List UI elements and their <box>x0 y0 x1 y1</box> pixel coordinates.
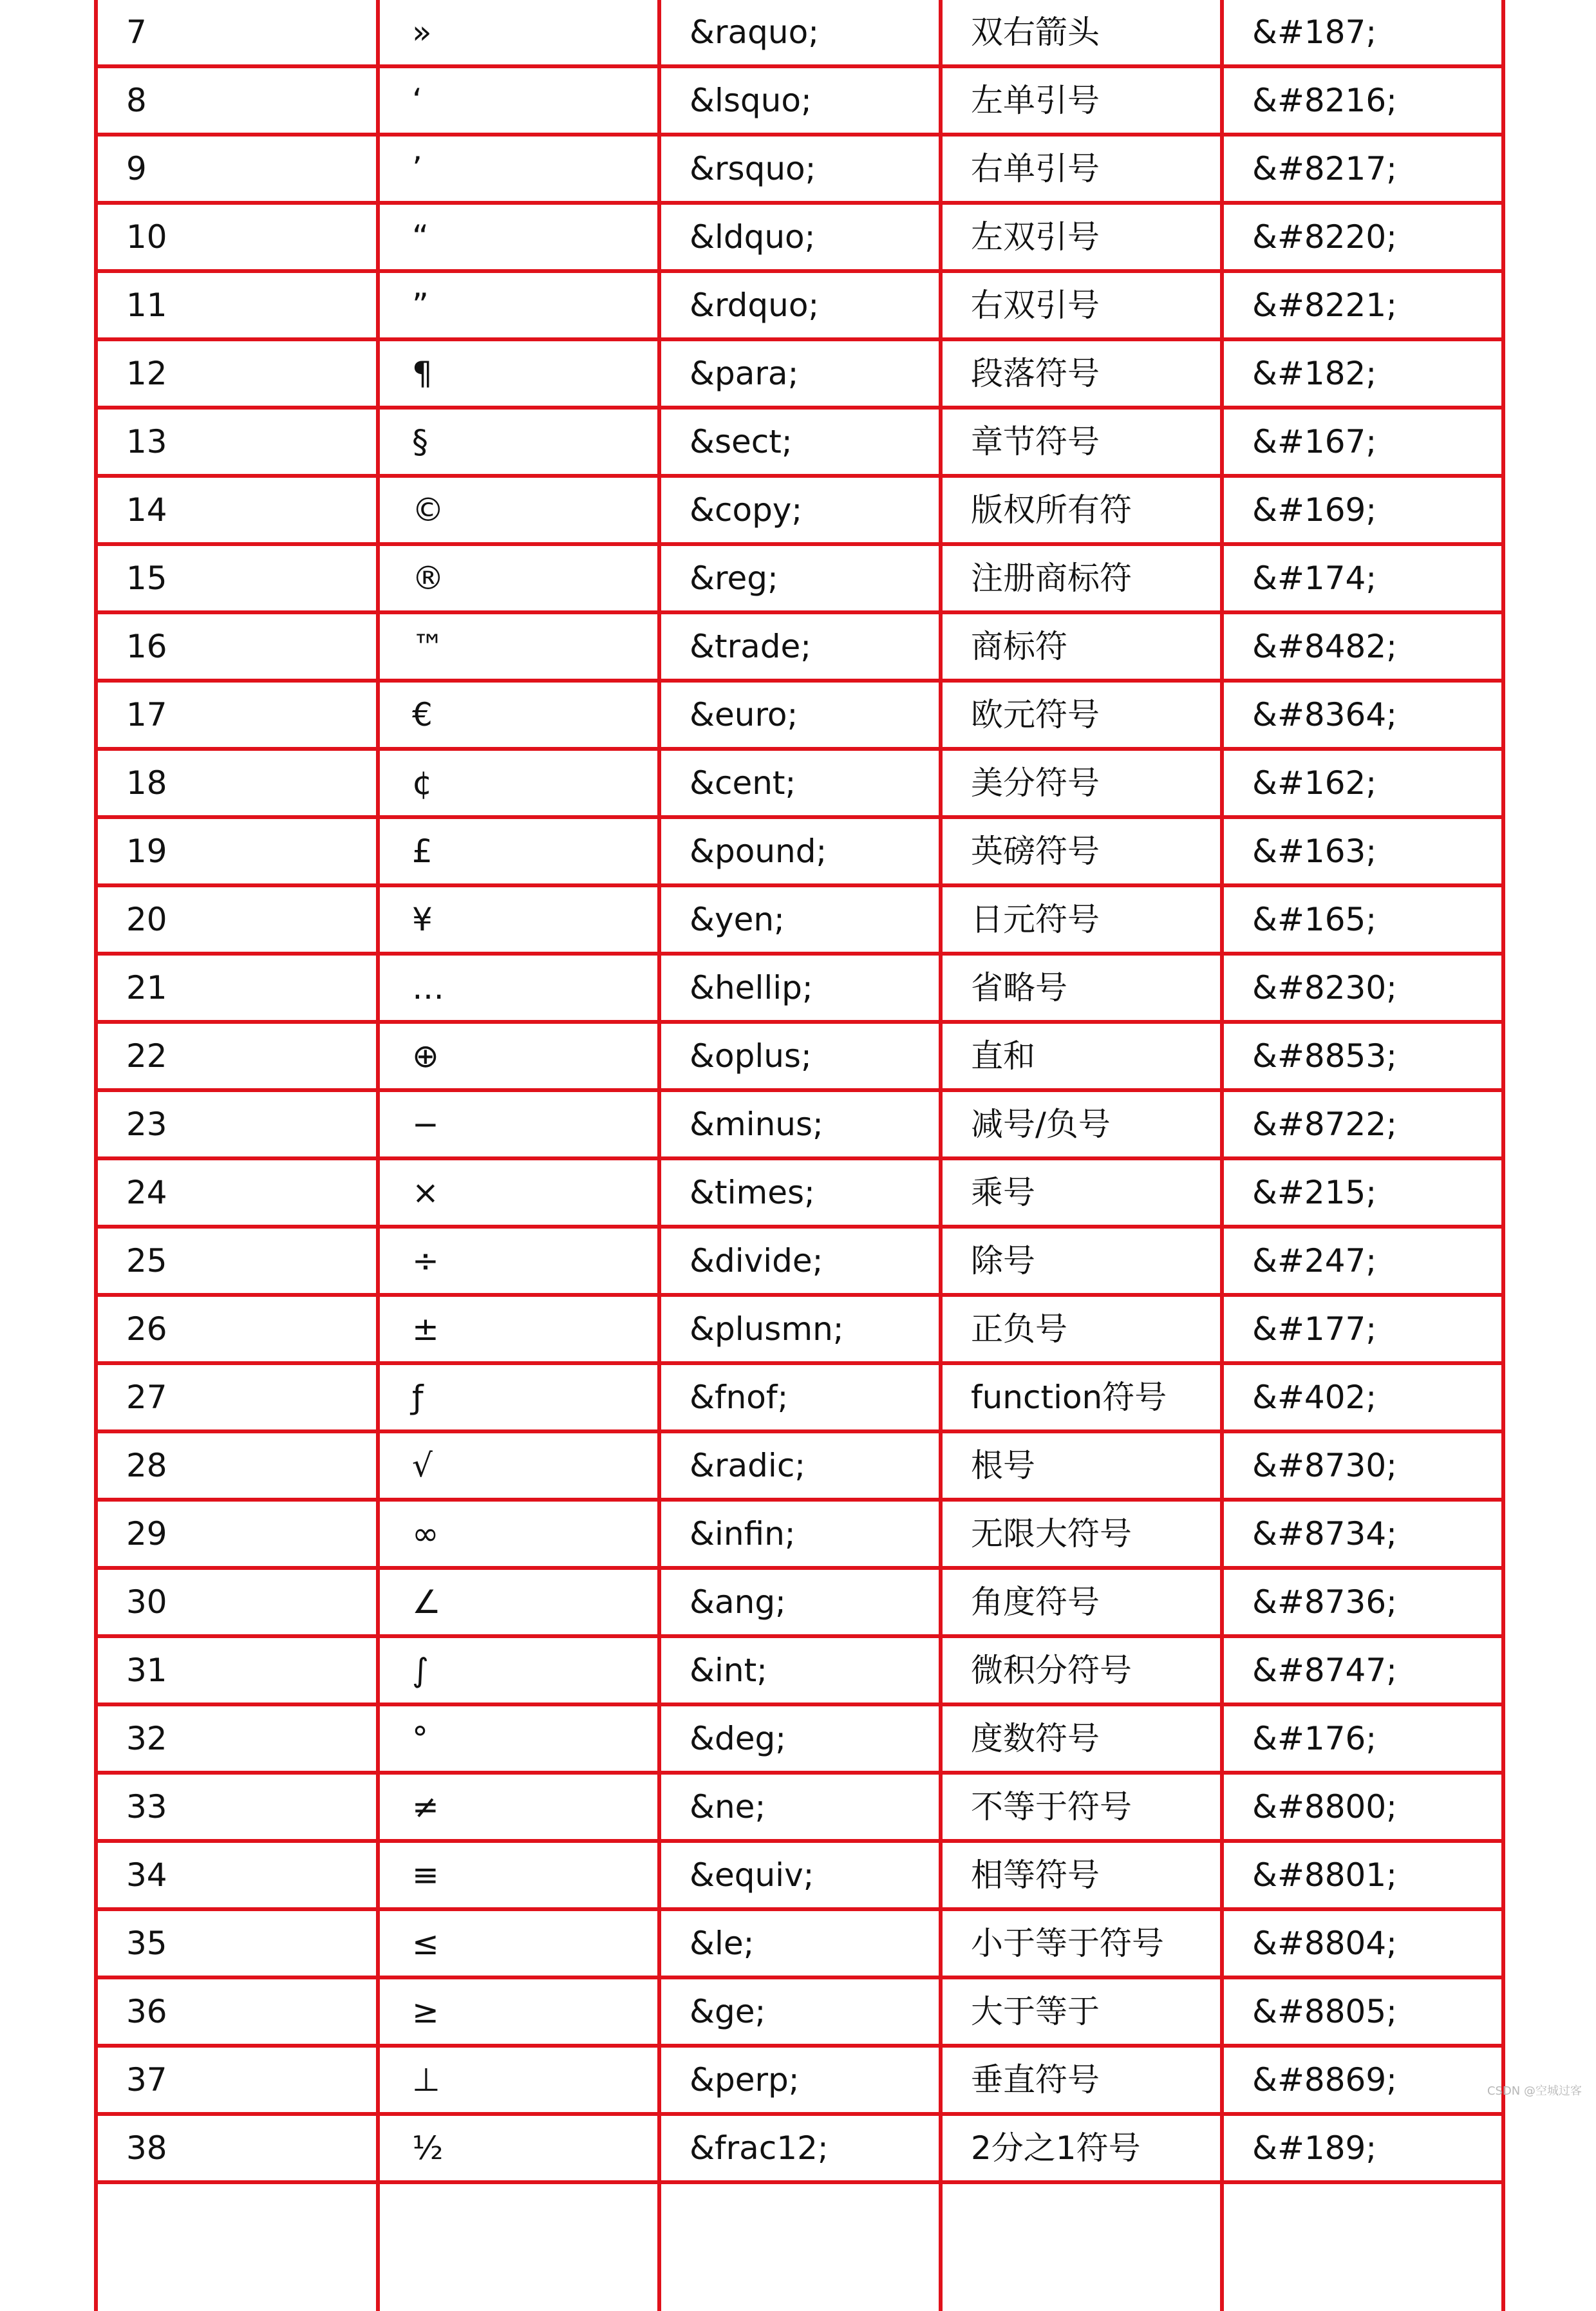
entity-name-cell: &reg; <box>659 544 941 612</box>
empty-table-row <box>96 2182 1503 2311</box>
entity-name-cell: &cent; <box>659 749 941 817</box>
description-cell: 除号 <box>941 1227 1222 1295</box>
entity-name-cell: &divide; <box>659 1227 941 1295</box>
table-row <box>96 749 1503 817</box>
entity-name-cell: &ge; <box>659 1977 941 2046</box>
description-cell: 2分之1符号 <box>941 2114 1222 2182</box>
table-row <box>96 203 1503 271</box>
symbol-cell: ƒ <box>378 1363 659 1431</box>
entity-code-cell: &#8869; <box>1222 2046 1503 2114</box>
entity-name-cell: &rdquo; <box>659 271 941 339</box>
symbol-cell: ∫ <box>378 1636 659 1704</box>
row-number: 18 <box>96 749 378 817</box>
entity-name-cell: &pound; <box>659 817 941 885</box>
table-row <box>96 612 1503 681</box>
symbol-cell: £ <box>378 817 659 885</box>
description-cell: 直和 <box>941 1022 1222 1090</box>
description-cell: 右单引号 <box>941 135 1222 203</box>
table-row <box>96 271 1503 339</box>
symbol-cell: ∠ <box>378 1568 659 1636</box>
symbol-cell: ½ <box>378 2114 659 2182</box>
row-number: 33 <box>96 1773 378 1841</box>
entity-name-cell: &raquo; <box>659 0 941 66</box>
table-row <box>96 2046 1503 2114</box>
entity-name-cell: &equiv; <box>659 1841 941 1909</box>
entity-code-cell: &#8736; <box>1222 1568 1503 1636</box>
entity-code-cell: &#8853; <box>1222 1022 1503 1090</box>
symbol-cell: § <box>378 408 659 476</box>
row-number: 37 <box>96 2046 378 2114</box>
row-number: 14 <box>96 476 378 544</box>
symbol-cell: ∞ <box>378 1500 659 1568</box>
empty-cell <box>1222 2182 1503 2311</box>
description-cell: 相等符号 <box>941 1841 1222 1909</box>
entity-name-cell: &fnof; <box>659 1363 941 1431</box>
entity-name-cell: &yen; <box>659 885 941 954</box>
row-number: 15 <box>96 544 378 612</box>
table-row <box>96 476 1503 544</box>
symbol-cell: ™ <box>378 612 659 681</box>
symbol-cell: ¥ <box>378 885 659 954</box>
description-cell: 不等于符号 <box>941 1773 1222 1841</box>
description-cell: 章节符号 <box>941 408 1222 476</box>
symbol-cell: √ <box>378 1431 659 1500</box>
table-row <box>96 1363 1503 1431</box>
entity-code-cell: &#8482; <box>1222 612 1503 681</box>
row-number: 30 <box>96 1568 378 1636</box>
table-row <box>96 2114 1503 2182</box>
empty-cell <box>659 2182 941 2311</box>
symbol-cell: − <box>378 1090 659 1158</box>
symbol-cell: © <box>378 476 659 544</box>
symbol-cell: ⊕ <box>378 1022 659 1090</box>
description-cell: 欧元符号 <box>941 681 1222 749</box>
row-number: 17 <box>96 681 378 749</box>
entity-code-cell: &#8800; <box>1222 1773 1503 1841</box>
description-cell: 省略号 <box>941 954 1222 1022</box>
row-number: 13 <box>96 408 378 476</box>
empty-cell <box>378 2182 659 2311</box>
row-number: 20 <box>96 885 378 954</box>
row-number: 22 <box>96 1022 378 1090</box>
symbol-cell: × <box>378 1158 659 1227</box>
entity-name-cell: &oplus; <box>659 1022 941 1090</box>
row-number: 26 <box>96 1295 378 1363</box>
entity-code-cell: &#215; <box>1222 1158 1503 1227</box>
entity-code-cell: &#247; <box>1222 1227 1503 1295</box>
entity-name-cell: &ldquo; <box>659 203 941 271</box>
entity-code-cell: &#8801; <box>1222 1841 1503 1909</box>
entity-name-cell: &radic; <box>659 1431 941 1500</box>
table-row <box>96 1227 1503 1295</box>
entity-name-cell: &deg; <box>659 1704 941 1773</box>
table-row <box>96 0 1503 66</box>
entity-name-cell: &plusmn; <box>659 1295 941 1363</box>
symbol-cell: ± <box>378 1295 659 1363</box>
entity-code-cell: &#8230; <box>1222 954 1503 1022</box>
table-row <box>96 1158 1503 1227</box>
description-cell: 角度符号 <box>941 1568 1222 1636</box>
row-number: 23 <box>96 1090 378 1158</box>
row-number: 21 <box>96 954 378 1022</box>
row-number: 36 <box>96 1977 378 2046</box>
entity-name-cell: &hellip; <box>659 954 941 1022</box>
description-cell: 度数符号 <box>941 1704 1222 1773</box>
table-row <box>96 1022 1503 1090</box>
entity-code-cell: &#174; <box>1222 544 1503 612</box>
entity-code-cell: &#187; <box>1222 0 1503 66</box>
entity-code-cell: &#8216; <box>1222 66 1503 135</box>
entity-code-cell: &#8220; <box>1222 203 1503 271</box>
entity-name-cell: &ang; <box>659 1568 941 1636</box>
table-row <box>96 339 1503 408</box>
row-number: 9 <box>96 135 378 203</box>
empty-cell <box>941 2182 1222 2311</box>
table-row <box>96 681 1503 749</box>
entity-name-cell: &le; <box>659 1909 941 1977</box>
row-number: 11 <box>96 271 378 339</box>
entity-code-cell: &#8747; <box>1222 1636 1503 1704</box>
row-number: 7 <box>96 0 378 66</box>
table-row <box>96 1431 1503 1500</box>
description-cell: 大于等于 <box>941 1977 1222 2046</box>
description-cell: 垂直符号 <box>941 2046 1222 2114</box>
row-number: 31 <box>96 1636 378 1704</box>
entity-code-cell: &#8734; <box>1222 1500 1503 1568</box>
entity-code-cell: &#8804; <box>1222 1909 1503 1977</box>
table-body <box>96 0 1503 2311</box>
entity-name-cell: &copy; <box>659 476 941 544</box>
row-number: 12 <box>96 339 378 408</box>
symbol-cell: ÷ <box>378 1227 659 1295</box>
entity-code-cell: &#8221; <box>1222 271 1503 339</box>
table-row <box>96 1704 1503 1773</box>
entity-name-cell: &para; <box>659 339 941 408</box>
table-row <box>96 408 1503 476</box>
entity-name-cell: &times; <box>659 1158 941 1227</box>
description-cell: 微积分符号 <box>941 1636 1222 1704</box>
table-row <box>96 1841 1503 1909</box>
entity-code-cell: &#8217; <box>1222 135 1503 203</box>
entity-name-cell: &infin; <box>659 1500 941 1568</box>
row-number: 35 <box>96 1909 378 1977</box>
symbol-cell: ® <box>378 544 659 612</box>
description-cell: 左双引号 <box>941 203 1222 271</box>
table-row <box>96 544 1503 612</box>
description-cell: 小于等于符号 <box>941 1909 1222 1977</box>
table-row <box>96 885 1503 954</box>
row-number: 19 <box>96 817 378 885</box>
empty-cell <box>96 2182 378 2311</box>
table-row <box>96 1568 1503 1636</box>
description-cell: 版权所有符 <box>941 476 1222 544</box>
symbol-cell: ’ <box>378 135 659 203</box>
entity-name-cell: &ne; <box>659 1773 941 1841</box>
description-cell: function符号 <box>941 1363 1222 1431</box>
symbol-cell: ¢ <box>378 749 659 817</box>
entity-name-cell: &perp; <box>659 2046 941 2114</box>
entity-code-cell: &#176; <box>1222 1704 1503 1773</box>
entity-code-cell: &#8805; <box>1222 1977 1503 2046</box>
description-cell: 美分符号 <box>941 749 1222 817</box>
row-number: 16 <box>96 612 378 681</box>
entity-code-cell: &#167; <box>1222 408 1503 476</box>
description-cell: 左单引号 <box>941 66 1222 135</box>
description-cell: 根号 <box>941 1431 1222 1500</box>
entity-name-cell: &euro; <box>659 681 941 749</box>
entity-name-cell: &frac12; <box>659 2114 941 2182</box>
row-number: 27 <box>96 1363 378 1431</box>
entity-code-cell: &#177; <box>1222 1295 1503 1363</box>
entity-name-cell: &trade; <box>659 612 941 681</box>
table-row <box>96 66 1503 135</box>
row-number: 38 <box>96 2114 378 2182</box>
symbol-cell: ¶ <box>378 339 659 408</box>
description-cell: 双右箭头 <box>941 0 1222 66</box>
symbol-cell: “ <box>378 203 659 271</box>
entity-table-page <box>94 0 1501 2167</box>
entity-name-cell: &sect; <box>659 408 941 476</box>
watermark-credit: CSDN @空城过客 <box>1487 2084 1582 2098</box>
symbol-cell: ” <box>378 271 659 339</box>
entity-code-cell: &#182; <box>1222 339 1503 408</box>
symbol-cell: ≥ <box>378 1977 659 2046</box>
description-cell: 右双引号 <box>941 271 1222 339</box>
table-row <box>96 817 1503 885</box>
entity-code-cell: &#163; <box>1222 817 1503 885</box>
entity-name-cell: &int; <box>659 1636 941 1704</box>
entity-code-cell: &#162; <box>1222 749 1503 817</box>
description-cell: 正负号 <box>941 1295 1222 1363</box>
entity-code-cell: &#189; <box>1222 2114 1503 2182</box>
table-row <box>96 1773 1503 1841</box>
description-cell: 减号/负号 <box>941 1090 1222 1158</box>
entity-name-cell: &rsquo; <box>659 135 941 203</box>
row-number: 25 <box>96 1227 378 1295</box>
description-cell: 商标符 <box>941 612 1222 681</box>
symbol-cell: € <box>378 681 659 749</box>
symbol-cell: ≠ <box>378 1773 659 1841</box>
html-entity-table <box>94 0 1505 2311</box>
row-number: 8 <box>96 66 378 135</box>
symbol-cell: ‘ <box>378 66 659 135</box>
entity-code-cell: &#8364; <box>1222 681 1503 749</box>
entity-name-cell: &minus; <box>659 1090 941 1158</box>
table-row <box>96 1500 1503 1568</box>
description-cell: 乘号 <box>941 1158 1222 1227</box>
description-cell: 注册商标符 <box>941 544 1222 612</box>
symbol-cell: ⊥ <box>378 2046 659 2114</box>
row-number: 29 <box>96 1500 378 1568</box>
row-number: 28 <box>96 1431 378 1500</box>
table-row <box>96 1295 1503 1363</box>
entity-name-cell: &lsquo; <box>659 66 941 135</box>
symbol-cell: … <box>378 954 659 1022</box>
table-row <box>96 1909 1503 1977</box>
description-cell: 英磅符号 <box>941 817 1222 885</box>
table-row <box>96 954 1503 1022</box>
row-number: 32 <box>96 1704 378 1773</box>
description-cell: 无限大符号 <box>941 1500 1222 1568</box>
row-number: 24 <box>96 1158 378 1227</box>
entity-code-cell: &#8730; <box>1222 1431 1503 1500</box>
table-row <box>96 135 1503 203</box>
table-row <box>96 1977 1503 2046</box>
row-number: 10 <box>96 203 378 271</box>
row-number: 34 <box>96 1841 378 1909</box>
entity-code-cell: &#402; <box>1222 1363 1503 1431</box>
symbol-cell: » <box>378 0 659 66</box>
table-row <box>96 1090 1503 1158</box>
symbol-cell: ≡ <box>378 1841 659 1909</box>
symbol-cell: ° <box>378 1704 659 1773</box>
entity-code-cell: &#8722; <box>1222 1090 1503 1158</box>
description-cell: 日元符号 <box>941 885 1222 954</box>
description-cell: 段落符号 <box>941 339 1222 408</box>
entity-code-cell: &#165; <box>1222 885 1503 954</box>
symbol-cell: ≤ <box>378 1909 659 1977</box>
table-row <box>96 1636 1503 1704</box>
entity-code-cell: &#169; <box>1222 476 1503 544</box>
